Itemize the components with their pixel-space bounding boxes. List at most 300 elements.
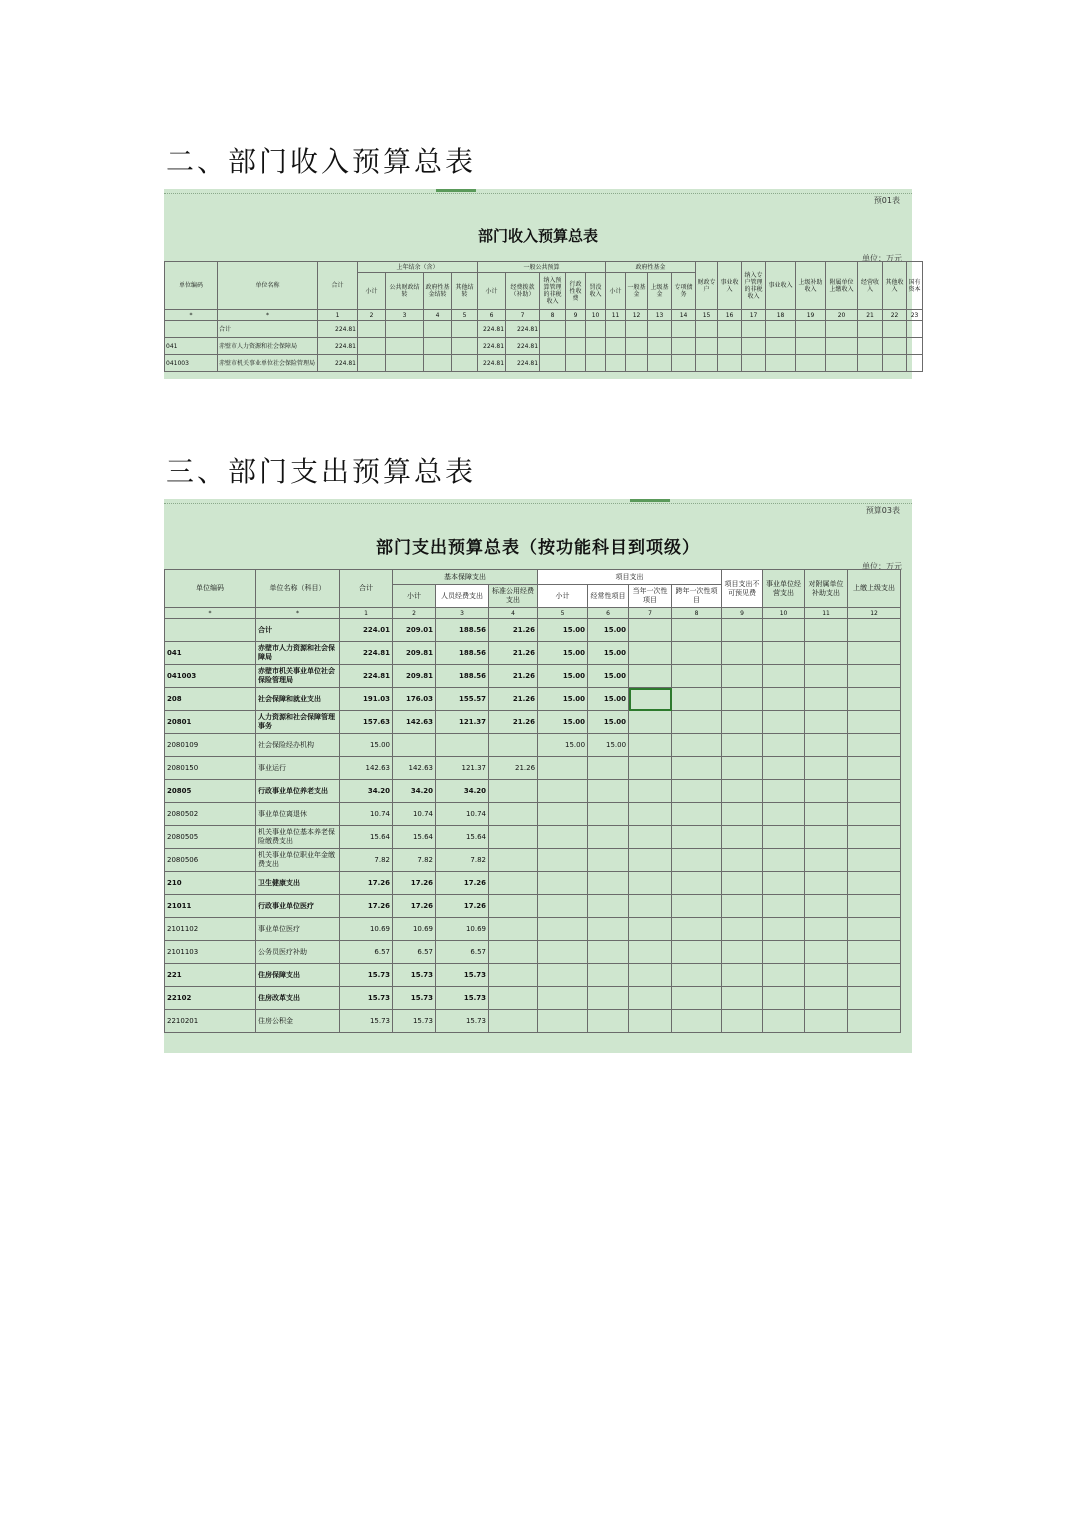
cell-one-time-current xyxy=(629,1010,672,1033)
cell-empty xyxy=(672,688,722,711)
cell-empty xyxy=(386,321,424,338)
cell-basic-sub: 6.57 xyxy=(393,941,436,964)
column-number: 20 xyxy=(826,310,858,321)
cell-recurring xyxy=(588,780,629,803)
cell-total: 10.74 xyxy=(340,803,393,826)
cell-empty xyxy=(763,826,805,849)
cell-empty xyxy=(763,665,805,688)
cell-code: 2101102 xyxy=(165,918,256,941)
cell-total: 15.73 xyxy=(340,1010,393,1033)
column-ruler xyxy=(164,499,912,504)
cell-empty xyxy=(805,642,848,665)
cell-personnel xyxy=(436,734,489,757)
cell-code: 210 xyxy=(165,872,256,895)
cell-public: 21.26 xyxy=(489,619,538,642)
column-number: 19 xyxy=(796,310,826,321)
col-header: 行政性收费 xyxy=(566,273,586,310)
cell-empty xyxy=(848,734,901,757)
cell-public xyxy=(489,941,538,964)
cell-total: 157.63 xyxy=(340,711,393,734)
column-number: * xyxy=(218,310,318,321)
cell-basic-sub: 15.73 xyxy=(393,964,436,987)
cell-public xyxy=(489,918,538,941)
cell-empty xyxy=(805,803,848,826)
cell-empty xyxy=(672,849,722,872)
cell-general-sub: 224.81 xyxy=(478,355,506,372)
cell-name: 赤壁市人力资源和社会保障局 xyxy=(256,642,340,665)
column-number: 1 xyxy=(340,608,393,619)
cell-recurring xyxy=(588,872,629,895)
cell-empty xyxy=(763,803,805,826)
cell-empty xyxy=(672,642,722,665)
col-header: 经营收入 xyxy=(858,262,883,310)
cell-empty xyxy=(763,711,805,734)
col-header-non-itemized: 项目支出不可预见费 xyxy=(722,570,763,608)
cell-empty xyxy=(606,355,626,372)
cell-personnel: 7.82 xyxy=(436,849,489,872)
cell-personnel: 15.64 xyxy=(436,826,489,849)
column-number: 3 xyxy=(386,310,424,321)
cell-code xyxy=(165,321,218,338)
cell-empty xyxy=(696,321,718,338)
col-group-general-budget: 一般公共预算 xyxy=(478,262,606,273)
table-row xyxy=(165,321,923,338)
cell-empty xyxy=(606,338,626,355)
cell-empty xyxy=(907,355,923,372)
table-row xyxy=(165,872,901,895)
cell-code: 22102 xyxy=(165,987,256,1010)
cell-total: 6.57 xyxy=(340,941,393,964)
cell-empty xyxy=(696,338,718,355)
cell-empty xyxy=(586,338,606,355)
cell-empty xyxy=(848,665,901,688)
cell-recurring: 15.00 xyxy=(588,734,629,757)
cell-empty xyxy=(672,826,722,849)
cell-name: 行政事业单位医疗 xyxy=(256,895,340,918)
unit-label: 单位：万元 xyxy=(862,254,902,263)
cell-empty xyxy=(626,338,648,355)
cell-total: 15.64 xyxy=(340,826,393,849)
col-header-personnel: 人员经费支出 xyxy=(436,585,489,608)
cell-project-sub xyxy=(538,780,588,803)
cell-code: 2080109 xyxy=(165,734,256,757)
cell-personnel: 15.73 xyxy=(436,964,489,987)
cell-empty xyxy=(672,338,696,355)
cell-empty xyxy=(540,321,566,338)
cell-empty xyxy=(826,321,858,338)
cell-empty xyxy=(796,355,826,372)
cell-empty xyxy=(766,321,796,338)
cell-public: 21.26 xyxy=(489,711,538,734)
cell-empty xyxy=(566,355,586,372)
col-header: 公共财政结转 xyxy=(386,273,424,310)
cell-public: 21.26 xyxy=(489,757,538,780)
cell-name: 赤壁市人力资源和社会保障局 xyxy=(218,338,318,355)
cell-one-time-current xyxy=(629,780,672,803)
cell-total: 224.81 xyxy=(340,665,393,688)
cell-empty xyxy=(848,826,901,849)
expenditure-budget-sheet xyxy=(164,499,912,1053)
cell-empty xyxy=(848,711,901,734)
cell-project-sub: 15.00 xyxy=(538,688,588,711)
cell-empty xyxy=(358,338,386,355)
cell-one-time-current xyxy=(629,826,672,849)
cell-empty xyxy=(763,688,805,711)
cell-personnel: 121.37 xyxy=(436,711,489,734)
column-number: 7 xyxy=(629,608,672,619)
cell-empty xyxy=(826,338,858,355)
cell-public xyxy=(489,964,538,987)
income-budget-table xyxy=(164,261,923,372)
cell-empty xyxy=(386,338,424,355)
cell-empty xyxy=(452,321,478,338)
cell-empty xyxy=(763,619,805,642)
cell-code: 20805 xyxy=(165,780,256,803)
cell-code: 041 xyxy=(165,642,256,665)
cell-empty xyxy=(858,355,883,372)
cell-total: 10.69 xyxy=(340,918,393,941)
table-row xyxy=(165,941,901,964)
cell-name: 机关事业单位基本养老保险缴费支出 xyxy=(256,826,340,849)
cell-basic-sub: 34.20 xyxy=(393,780,436,803)
cell-empty xyxy=(763,780,805,803)
cell-one-time-current[interactable] xyxy=(629,688,672,711)
col-header-one-time-current: 当年一次性项目 xyxy=(629,585,672,608)
cell-name: 住房保障支出 xyxy=(256,964,340,987)
cell-basic-sub: 209.81 xyxy=(393,665,436,688)
table-row xyxy=(165,849,901,872)
col-header-one-time-multi: 跨年一次性项目 xyxy=(672,585,722,608)
cell-name: 住房改革支出 xyxy=(256,987,340,1010)
cell-empty xyxy=(586,321,606,338)
cell-name: 行政事业单位养老支出 xyxy=(256,780,340,803)
cell-empty xyxy=(672,941,722,964)
cell-empty xyxy=(805,872,848,895)
cell-empty xyxy=(848,849,901,872)
cell-code: 2101103 xyxy=(165,941,256,964)
cell-empty xyxy=(805,918,848,941)
cell-empty xyxy=(672,711,722,734)
col-header: 政府性基金结转 xyxy=(424,273,452,310)
cell-public xyxy=(489,826,538,849)
table-row xyxy=(165,665,901,688)
cell-empty xyxy=(722,688,763,711)
cell-name: 合计 xyxy=(218,321,318,338)
cell-empty xyxy=(722,803,763,826)
cell-total: 224.81 xyxy=(318,355,358,372)
cell-personnel: 6.57 xyxy=(436,941,489,964)
column-number: 3 xyxy=(436,608,489,619)
cell-empty xyxy=(766,355,796,372)
cell-empty xyxy=(763,895,805,918)
col-header-basic-sub: 小计 xyxy=(393,585,436,608)
column-number: 11 xyxy=(606,310,626,321)
cell-project-sub xyxy=(538,918,588,941)
column-number: 15 xyxy=(696,310,718,321)
table-title: 部门收入预算总表 xyxy=(477,227,598,245)
cell-empty xyxy=(907,338,923,355)
cell-total: 17.26 xyxy=(340,895,393,918)
cell-project-sub xyxy=(538,895,588,918)
column-number: 4 xyxy=(424,310,452,321)
table-number: 预01表 xyxy=(873,196,900,205)
cell-personnel: 15.73 xyxy=(436,1010,489,1033)
col-header-project-sub: 小计 xyxy=(538,585,588,608)
cell-total: 34.20 xyxy=(340,780,393,803)
table-row xyxy=(165,642,901,665)
cell-personnel: 10.69 xyxy=(436,918,489,941)
column-number: 21 xyxy=(858,310,883,321)
cell-empty xyxy=(805,619,848,642)
cell-general-fund: 224.81 xyxy=(506,355,540,372)
column-number: 23 xyxy=(907,310,923,321)
cell-empty xyxy=(626,355,648,372)
cell-basic-sub: 17.26 xyxy=(393,872,436,895)
cell-one-time-current xyxy=(629,734,672,757)
cell-recurring xyxy=(588,826,629,849)
cell-empty xyxy=(858,338,883,355)
cell-empty xyxy=(883,321,907,338)
column-number: 10 xyxy=(763,608,805,619)
cell-project-sub xyxy=(538,941,588,964)
table-row xyxy=(165,1010,901,1033)
cell-personnel: 188.56 xyxy=(436,642,489,665)
col-header-public: 标准公用经费支出 xyxy=(489,585,538,608)
cell-basic-sub: 15.73 xyxy=(393,987,436,1010)
table-row xyxy=(165,757,901,780)
income-budget-sheet xyxy=(164,189,921,379)
column-ruler xyxy=(164,189,912,194)
cell-empty xyxy=(722,642,763,665)
col-header-unit-business: 事业单位经营支出 xyxy=(763,570,805,608)
cell-empty xyxy=(424,338,452,355)
cell-project-sub xyxy=(538,964,588,987)
cell-empty xyxy=(672,757,722,780)
cell-empty xyxy=(566,338,586,355)
cell-empty xyxy=(722,895,763,918)
cell-empty xyxy=(566,321,586,338)
cell-empty xyxy=(742,355,766,372)
cell-empty xyxy=(848,803,901,826)
column-number: 12 xyxy=(848,608,901,619)
column-number: 13 xyxy=(648,310,672,321)
cell-one-time-current xyxy=(629,849,672,872)
col-header-recurring: 经常性项目 xyxy=(588,585,629,608)
cell-total: 17.26 xyxy=(340,872,393,895)
cell-empty xyxy=(586,355,606,372)
cell-empty xyxy=(805,1010,848,1033)
cell-total: 191.03 xyxy=(340,688,393,711)
cell-name: 赤壁市机关事业单位社会保险管理局 xyxy=(218,355,318,372)
cell-total: 15.73 xyxy=(340,964,393,987)
cell-empty xyxy=(805,964,848,987)
section-heading-expenditure: 三、部门支出预算总表 xyxy=(166,455,477,488)
cell-total: 7.82 xyxy=(340,849,393,872)
cell-one-time-current xyxy=(629,757,672,780)
cell-empty xyxy=(805,665,848,688)
cell-empty xyxy=(848,987,901,1010)
cell-empty xyxy=(672,895,722,918)
table-row xyxy=(165,734,901,757)
table-row xyxy=(165,987,901,1010)
table-row xyxy=(165,338,923,355)
cell-empty xyxy=(722,849,763,872)
table-number: 预算03表 xyxy=(865,506,900,515)
cell-empty xyxy=(722,757,763,780)
cell-project-sub xyxy=(538,757,588,780)
unit-label: 单位：万元 xyxy=(862,562,902,571)
cell-empty xyxy=(540,355,566,372)
cell-recurring: 15.00 xyxy=(588,665,629,688)
cell-recurring xyxy=(588,918,629,941)
cell-recurring xyxy=(588,849,629,872)
cell-empty xyxy=(763,987,805,1010)
cell-one-time-current xyxy=(629,895,672,918)
column-number: 6 xyxy=(478,310,506,321)
cell-empty xyxy=(672,321,696,338)
table-row xyxy=(165,918,901,941)
cell-public: 21.26 xyxy=(489,665,538,688)
cell-project-sub xyxy=(538,849,588,872)
cell-code: 221 xyxy=(165,964,256,987)
column-number: 8 xyxy=(540,310,566,321)
cell-empty xyxy=(763,849,805,872)
cell-empty xyxy=(718,355,742,372)
cell-empty xyxy=(848,872,901,895)
cell-basic-sub: 15.73 xyxy=(393,1010,436,1033)
cell-personnel: 15.73 xyxy=(436,987,489,1010)
cell-one-time-current xyxy=(629,642,672,665)
col-header-upper-level: 上缴上级支出 xyxy=(848,570,901,608)
cell-basic-sub: 10.74 xyxy=(393,803,436,826)
cell-total: 224.01 xyxy=(340,619,393,642)
cell-code: 2080150 xyxy=(165,757,256,780)
cell-general-fund: 224.81 xyxy=(506,321,540,338)
cell-empty xyxy=(386,355,424,372)
cell-empty xyxy=(763,734,805,757)
cell-empty xyxy=(672,803,722,826)
table-title: 部门支出预算总表（按功能科目到项级） xyxy=(376,538,700,558)
col-header-total: 合计 xyxy=(318,262,358,310)
col-header: 其他收入 xyxy=(883,262,907,310)
expenditure-budget-table xyxy=(164,569,901,1033)
cell-public xyxy=(489,987,538,1010)
cell-recurring xyxy=(588,803,629,826)
cell-empty xyxy=(722,918,763,941)
cell-basic-sub: 142.63 xyxy=(393,711,436,734)
cell-public xyxy=(489,872,538,895)
cell-code: 041003 xyxy=(165,665,256,688)
cell-empty xyxy=(848,941,901,964)
table-row xyxy=(165,803,901,826)
cell-basic-sub: 209.81 xyxy=(393,642,436,665)
col-header: 上级基金 xyxy=(648,273,672,310)
cell-personnel: 121.37 xyxy=(436,757,489,780)
column-number: 14 xyxy=(672,310,696,321)
col-header-name: 单位名称 xyxy=(218,262,318,310)
cell-empty xyxy=(722,734,763,757)
cell-code: 2080506 xyxy=(165,849,256,872)
cell-recurring xyxy=(588,757,629,780)
col-header: 专项债务 xyxy=(672,273,696,310)
cell-project-sub: 15.00 xyxy=(538,711,588,734)
table-row xyxy=(165,826,901,849)
cell-personnel: 188.56 xyxy=(436,619,489,642)
cell-empty xyxy=(540,338,566,355)
column-number: 9 xyxy=(722,608,763,619)
cell-empty xyxy=(763,1010,805,1033)
cell-recurring: 15.00 xyxy=(588,642,629,665)
cell-empty xyxy=(848,642,901,665)
cell-empty xyxy=(672,780,722,803)
col-group-basic: 基本保障支出 xyxy=(393,570,538,585)
cell-public xyxy=(489,1010,538,1033)
cell-empty xyxy=(848,780,901,803)
cell-empty xyxy=(722,941,763,964)
col-group-gov-fund: 政府性基金 xyxy=(606,262,696,273)
cell-code: 041003 xyxy=(165,355,218,372)
cell-empty xyxy=(805,941,848,964)
cell-basic-sub: 7.82 xyxy=(393,849,436,872)
cell-project-sub: 15.00 xyxy=(538,665,588,688)
table-row xyxy=(165,619,901,642)
cell-empty xyxy=(848,688,901,711)
cell-empty xyxy=(722,780,763,803)
column-number: 8 xyxy=(672,608,722,619)
cell-one-time-current xyxy=(629,941,672,964)
cell-empty xyxy=(672,665,722,688)
cell-empty xyxy=(358,355,386,372)
col-header: 事业收入 xyxy=(718,262,742,310)
cell-empty xyxy=(424,321,452,338)
cell-total: 224.81 xyxy=(318,338,358,355)
cell-empty xyxy=(648,321,672,338)
cell-empty xyxy=(606,321,626,338)
cell-empty xyxy=(805,849,848,872)
section-heading-income: 二、部门收入预算总表 xyxy=(166,145,477,178)
cell-empty xyxy=(722,872,763,895)
cell-recurring: 15.00 xyxy=(588,711,629,734)
col-header: 财政专户 xyxy=(696,262,718,310)
cell-empty xyxy=(672,987,722,1010)
cell-general-fund: 224.81 xyxy=(506,338,540,355)
cell-empty xyxy=(648,338,672,355)
cell-one-time-current xyxy=(629,711,672,734)
cell-empty xyxy=(672,918,722,941)
column-number: * xyxy=(165,608,256,619)
table-row xyxy=(165,964,901,987)
table-row xyxy=(165,895,901,918)
cell-project-sub xyxy=(538,987,588,1010)
cell-project-sub xyxy=(538,872,588,895)
cell-empty xyxy=(672,619,722,642)
cell-empty xyxy=(848,895,901,918)
cell-name: 合计 xyxy=(256,619,340,642)
col-group-project: 项目支出 xyxy=(538,570,722,585)
cell-recurring xyxy=(588,987,629,1010)
col-header: 小计 xyxy=(358,273,386,310)
cell-total: 142.63 xyxy=(340,757,393,780)
col-header-subsidiary: 对附属单位补助支出 xyxy=(805,570,848,608)
column-number: 18 xyxy=(766,310,796,321)
cell-empty xyxy=(796,338,826,355)
cell-recurring: 15.00 xyxy=(588,619,629,642)
column-number: 17 xyxy=(742,310,766,321)
cell-empty xyxy=(742,321,766,338)
cell-empty xyxy=(883,355,907,372)
column-number: 12 xyxy=(626,310,648,321)
cell-code: 208 xyxy=(165,688,256,711)
